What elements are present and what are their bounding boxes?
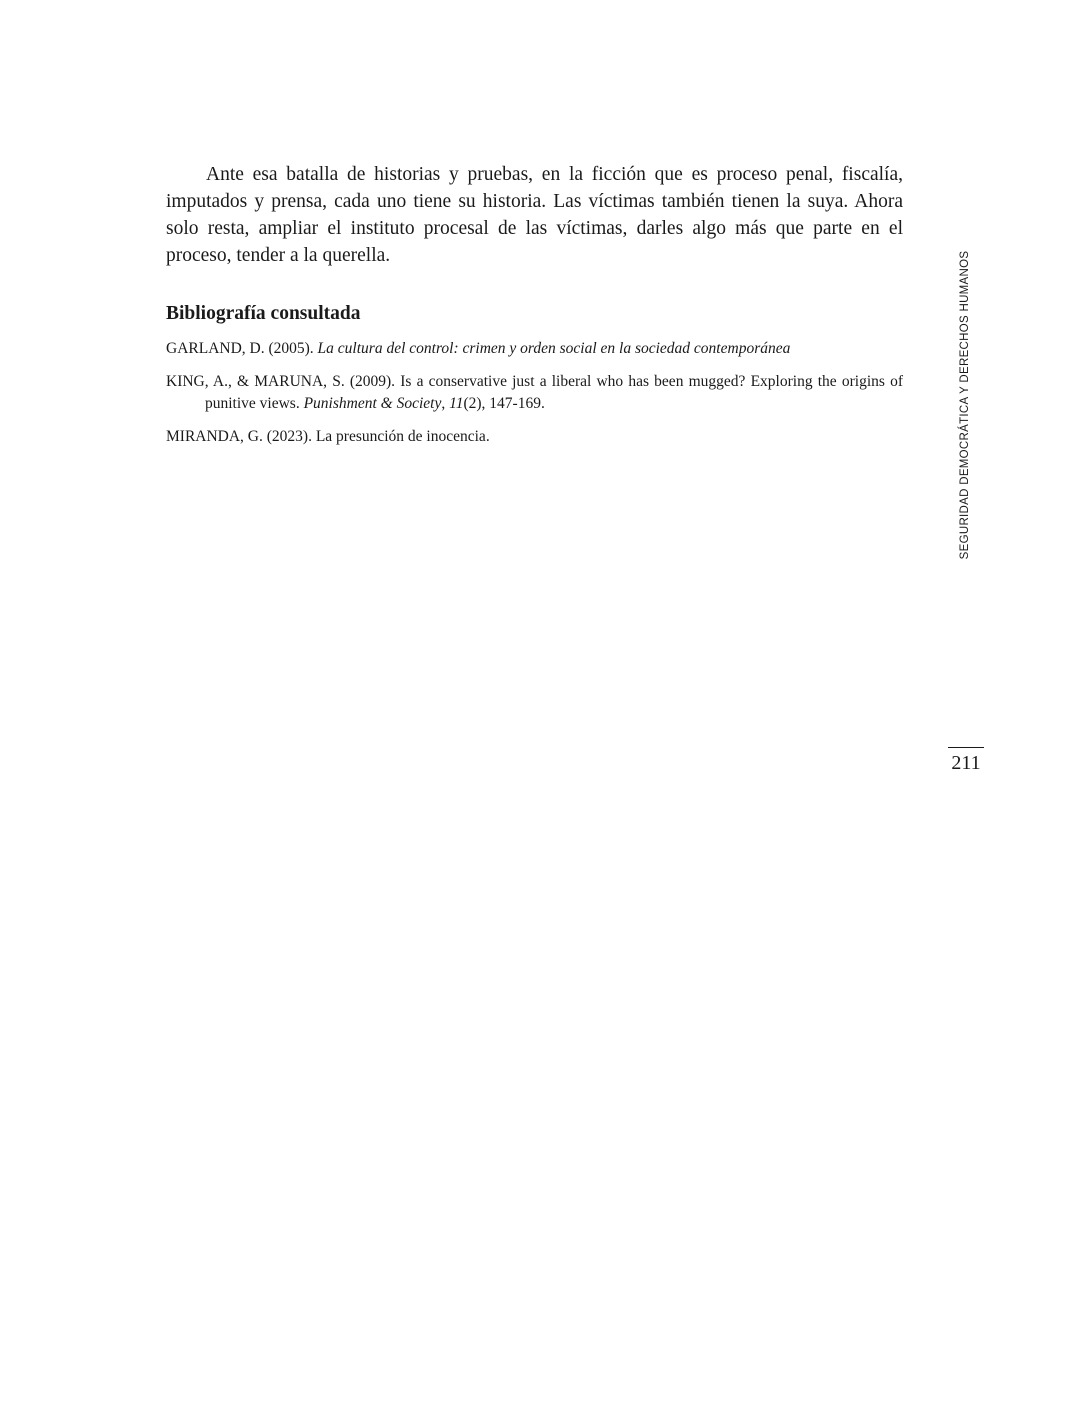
page-number: 211 xyxy=(951,752,981,774)
entry-pages: (2), 147-169. xyxy=(463,395,545,412)
bibliography-entry-miranda xyxy=(166,426,903,448)
page-number-rule xyxy=(948,747,984,748)
bibliography-entry-garland xyxy=(166,338,903,360)
entry-separator: , xyxy=(441,395,450,412)
entry-title-italic: La cultura del control: crimen y orden social en la sociedad contemporánea xyxy=(317,340,791,357)
entry-text: KING, A., & MARUNA, S. (2009). Is a conservative just a liberal who has been mugged? Exploring the origins of punitive views. xyxy=(166,373,903,412)
bibliography-list xyxy=(166,338,903,459)
running-head-vertical: SEGURIDAD DEMOCRÁTICA Y DERECHOS HUMANOS xyxy=(959,250,971,560)
bibliography-entry-king-maruna xyxy=(166,371,903,415)
entry-volume-italic: 11 xyxy=(449,395,464,412)
bibliography-heading: Bibliografía consultada xyxy=(166,303,361,324)
body-paragraph: Ante esa batalla de historias y pruebas, en la ficción que es proceso penal, fiscalía, imputados y prensa, cada uno tiene su historia. Las víctimas también tienen la suya. Ahora solo resta, ampliar el instituto procesal de las víctimas, darles algo más que parte en el proceso, tender a la querella. xyxy=(166,164,903,266)
entry-text: GARLAND, D. (2005). xyxy=(166,340,318,357)
entry-journal-italic: Punishment & Society xyxy=(303,395,442,412)
entry-text: MIRANDA, G. (2023). La presunción de inocencia. xyxy=(166,428,490,445)
